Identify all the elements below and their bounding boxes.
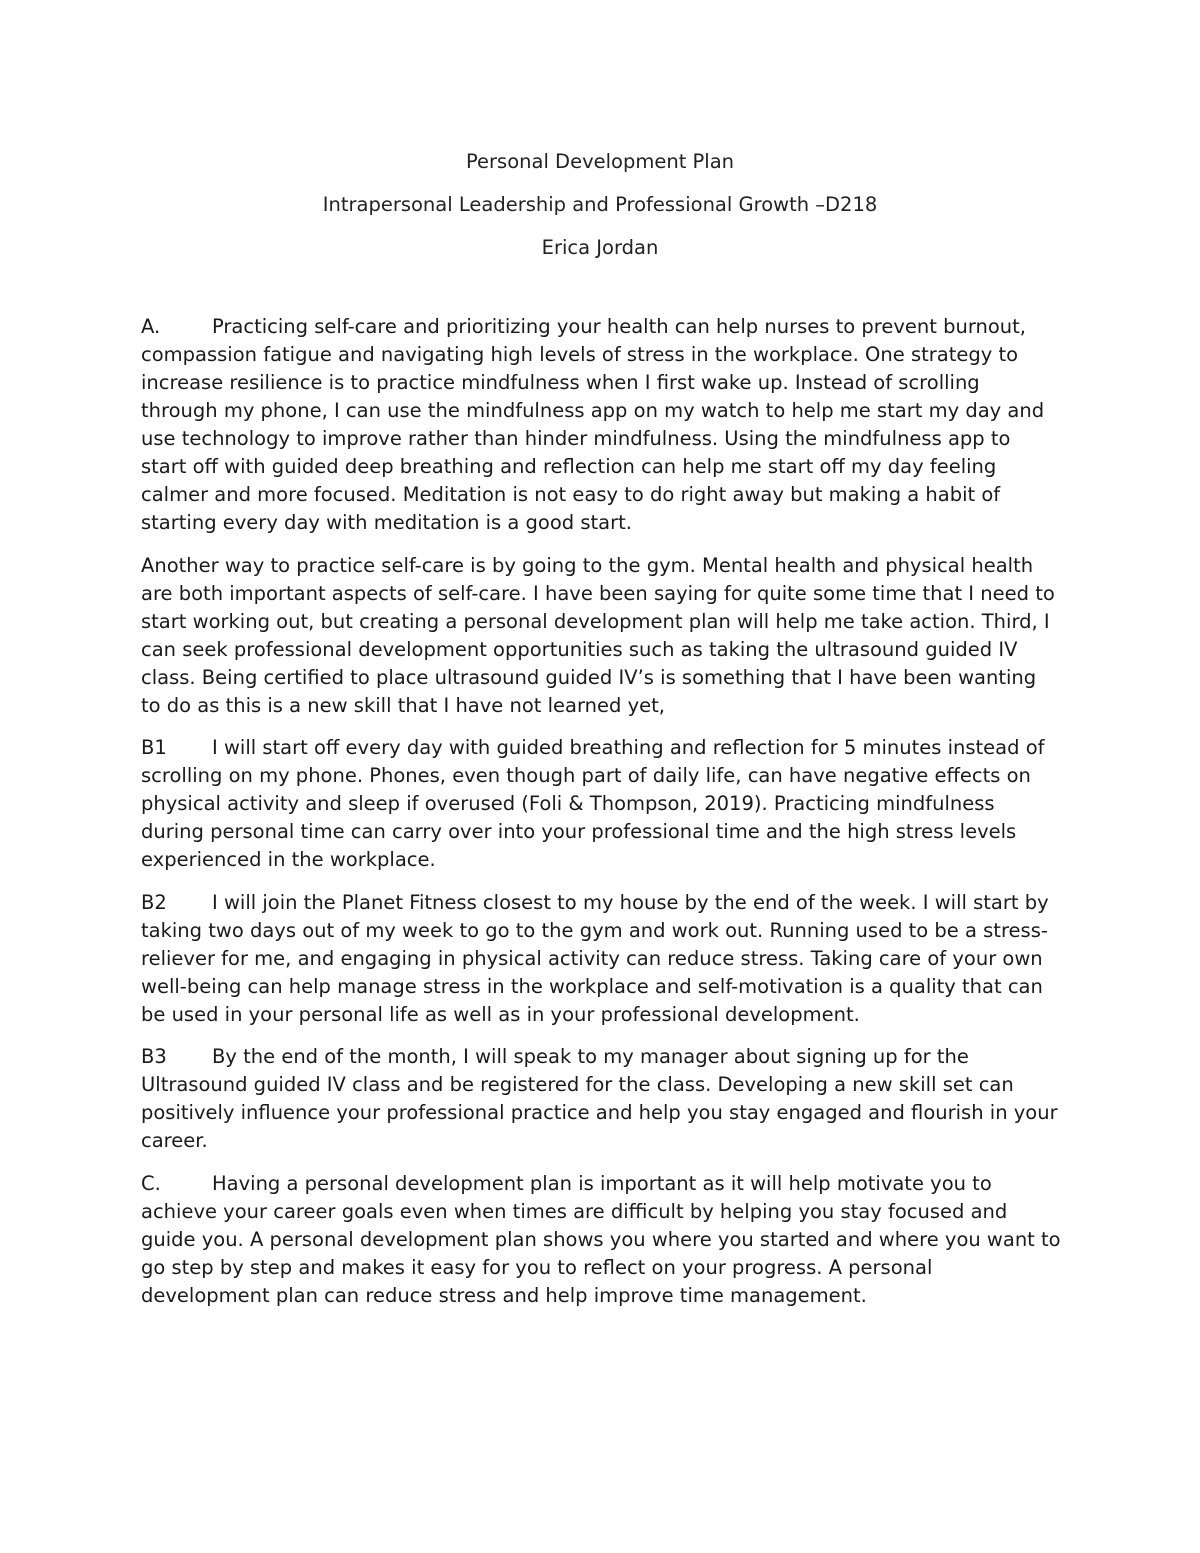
document-header (0, 140, 1200, 269)
author-name: Erica Jordan (541, 236, 659, 259)
section-label: A. (141, 315, 161, 338)
section-label: B3 (141, 1045, 167, 1068)
section-c (141, 1170, 1061, 1310)
course-title: Intrapersonal Leadership and Professional Growth –D218 (322, 193, 878, 216)
section-label: B1 (141, 736, 167, 759)
section-text: Another way to practice self-care is by going to the gym. Mental health and physical health are both important aspects of self-care. I have been saying for quite some time that I need to start working out, but creating a personal development plan will help me take action. Third, I can seek professional development opportunities such as taking the ultrasound guided IV class. Being certified to place ultrasound guided IV’s is something that I have been wanting to do as this is a new skill that I have not learned yet, (141, 553, 1055, 717)
section-text: By the end of the month, I will speak to my manager about signing up for the Ultrasound guided IV class and be registered for the class. Developing a new skill set can positively influence your professional practice and help you stay engaged and flourish in your career. (141, 1045, 1058, 1152)
document-title: Personal Development Plan (465, 150, 735, 173)
section-b1 (141, 734, 1061, 874)
section-a-continued (141, 552, 1061, 720)
section-label: B2 (141, 890, 167, 914)
section-text: Practicing self-care and prioritizing your health can help nurses to prevent burnout, compassion fatigue and navigating high levels of stress in the workplace. One strategy to increase resilience is to practice mindfulness when I first wake up. Instead of scrolling through my phone, I can use the mindfulness app on my watch to help me start my day and use technology to improve rather than hinder mindfulness. Using the mindfulness app to start off with guided deep breathing and reflection can help me start off my day feeling calmer and more focused. Meditation is not easy to do right away but making a habit of starting every day with meditation is a good start. (141, 315, 1045, 534)
document-body (141, 313, 1061, 1324)
section-b2 (141, 889, 1061, 1029)
section-text: I will join the Planet Fitness closest to my house by the end of the week. I will start by taking two days out of my week to go to the gym and work out. Running used to be a stress-reliever for me, and engaging in physical activity can reduce stress. Taking care of your own well-being can help manage stress in the workplace and self-motivation is a quality that can be used in your personal life as well as in your professional development. (141, 890, 1049, 1026)
section-label: C. (141, 1171, 161, 1195)
section-text: Having a personal development plan is important as it will help motivate you to achieve your career goals even when times are difficult by helping you stay focused and guide you. A personal development plan shows you where you started and where you want to go step by step and makes it easy for you to reflect on your progress. A personal development plan can reduce stress and help improve time management. (141, 1171, 1061, 1307)
section-a (141, 313, 1061, 537)
section-text: I will start off every day with guided breathing and reflection for 5 minutes instead of scrolling on my phone. Phones, even though part of daily life, can have negative effects on physical activity and sleep if overused (Foli & Thompson, 2019). Practicing mindfulness during personal time can carry over into your professional time and the high stress levels experienced in the workplace. (141, 736, 1045, 871)
section-b3 (141, 1043, 1061, 1155)
